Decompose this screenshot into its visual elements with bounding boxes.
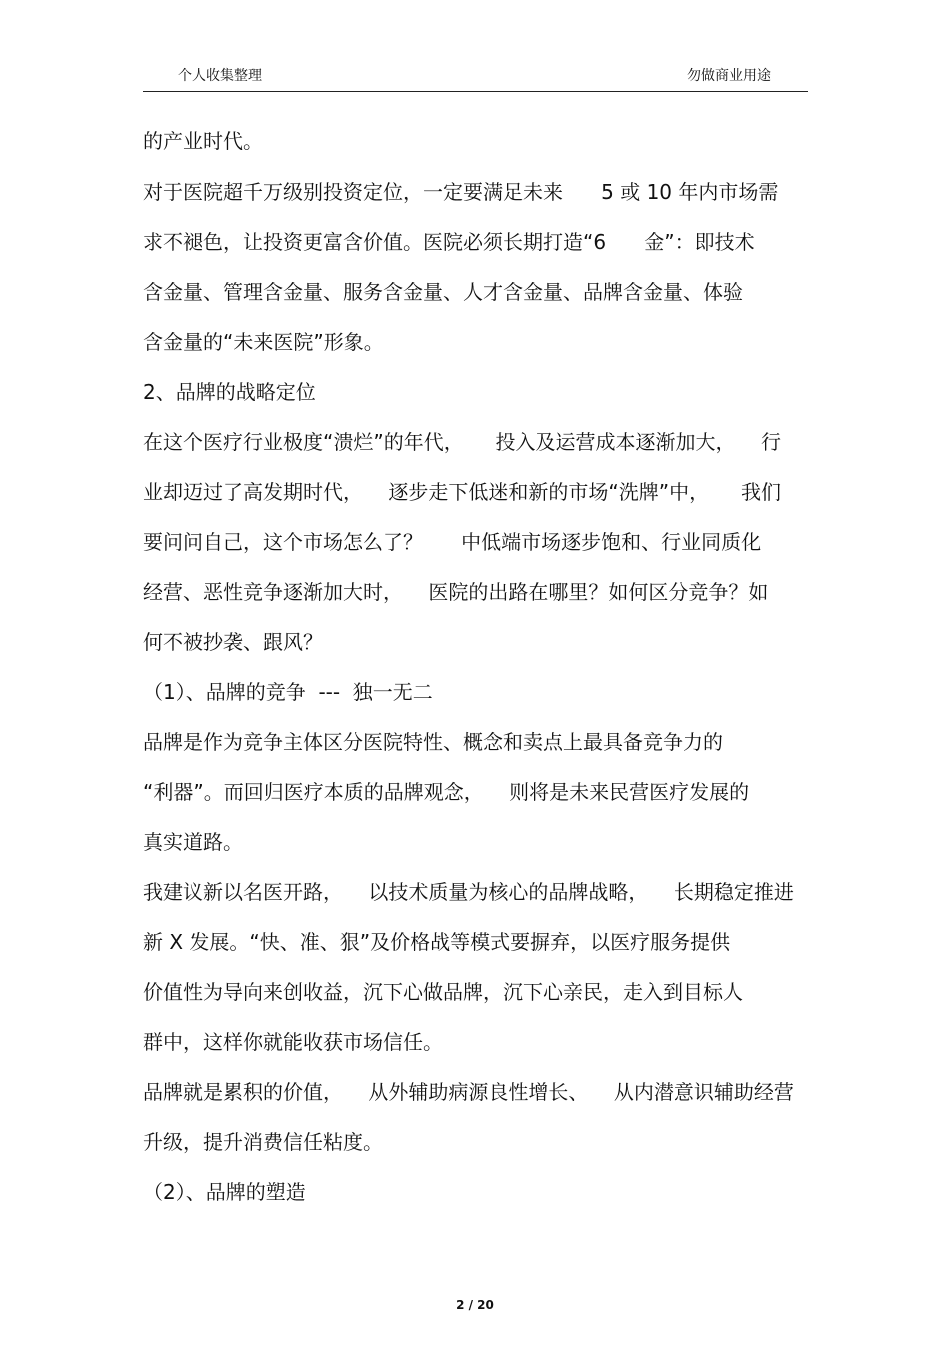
text-line: “利器”。而回归医疗本质的品牌观念， 则将是未来民营医疗发展的 xyxy=(143,780,750,804)
text-line: 要问问自己，这个市场怎么了？ 中低端市场逐步饱和、行业同质化 xyxy=(143,530,762,554)
text-line: 的产业时代。 xyxy=(143,129,263,153)
text-line: 经营、恶性竞争逐渐加大时， 医院的出路在哪里？如何区分竞争？如 xyxy=(143,580,769,604)
text-line: 升级，提升消费信任粘度。 xyxy=(143,1130,383,1154)
subsection-heading: （1）、品牌的竞争 --- 独一无二 xyxy=(143,680,433,704)
text-line: 品牌就是累积的价值， 从外辅助病源良性增长、 从内潜意识辅助经营 xyxy=(143,1080,794,1104)
text-line: 群中，这样你就能收获市场信任。 xyxy=(143,1030,443,1054)
text-line: 在这个医疗行业极度“溃烂”的年代， 投入及运营成本逐渐加大， 行 xyxy=(143,430,781,454)
text-line: 对于医院超千万级别投资定位，一定要满足未来 5 或 10 年内市场需 xyxy=(143,180,779,204)
text-line: 何不被抄袭、跟风？ xyxy=(143,630,323,654)
section-heading: 2、品牌的战略定位 xyxy=(143,380,316,404)
header-right-text: 勿做商业用途 xyxy=(687,68,771,84)
text-line: 含金量的“未来医院”形象。 xyxy=(143,330,384,354)
text-line: 求不褪色，让投资更富含价值。医院必须长期打造“6 金”：即技术 xyxy=(143,230,755,254)
text-line: 价值性为导向来创收益，沉下心做品牌，沉下心亲民，走入到目标人 xyxy=(143,980,743,1004)
header-left-text: 个人收集整理 xyxy=(178,68,262,84)
text-line: 真实道路。 xyxy=(143,830,243,854)
page-number: 2 / 20 xyxy=(456,1298,494,1312)
text-line: 品牌是作为竞争主体区分医院特性、概念和卖点上最具备竞争力的 xyxy=(143,730,723,754)
text-line: 含金量、管理含金量、服务含金量、人才含金量、品牌含金量、体验 xyxy=(143,280,743,304)
text-line: 业却迈过了高发期时代， 逐步走下低迷和新的市场“洗牌”中， 我们 xyxy=(143,480,781,504)
subsection-heading: （2）、品牌的塑造 xyxy=(143,1180,306,1204)
text-line: 新 X 发展。“快、准、狠”及价格战等模式要摒弃，以医疗服务提供 xyxy=(143,930,731,954)
text-line: 我建议新以名医开路， 以技术质量为核心的品牌战略， 长期稳定推进 xyxy=(143,880,794,904)
